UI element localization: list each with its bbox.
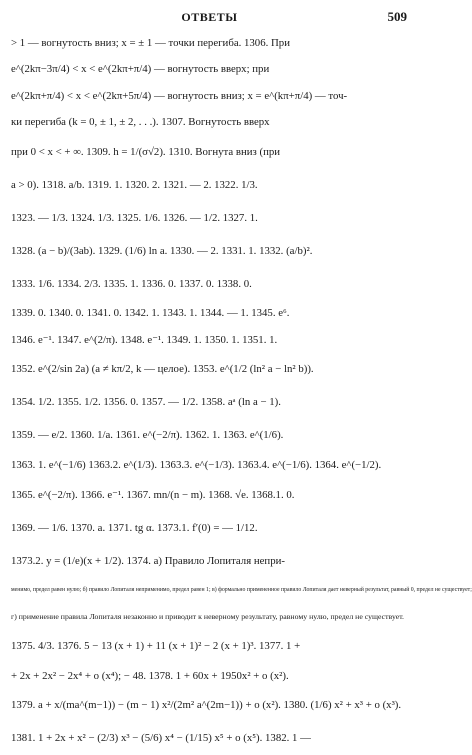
text-line: 1328. (a − b)/(3ab). 1329. (1/6) ln a. 1330. — 2. 1331. 1. 1332. (a/b)². (11, 244, 313, 257)
text-line: e^(2kπ−3π/4) < x < e^(2kπ+π/4) — вогнутость вверх; при (11, 63, 270, 76)
text-line: 1352. e^(2/sin 2a) (a ≠ kπ/2, k — целое). 1353. e^(1/2 (ln² a − ln² b)). (11, 363, 314, 376)
text-line: ки перегиба (k = 0, ± 1, ± 2, . . .). 1307. Вогнутость вверх (11, 116, 270, 129)
text-line: > 1 — вогнутость вниз; x = ± 1 — точки перегиба. 1306. При (11, 37, 290, 50)
text-line: 1381. 1 + 2x + x² − (2/3) x³ − (5/6) x⁴ − (1/15) x⁵ + o (x⁵). 1382. 1 — (11, 732, 311, 745)
text-line: менимо, предел равен нулю; б) правило Лопиталя неприменимо, предел равен 1; в) формально примененное правило Лопиталя дает неверный результат, равный 0, предел не существует; (11, 587, 472, 594)
text-line: 1346. e⁻¹. 1347. e^(2/π). 1348. e⁻¹. 1349. 1. 1350. 1. 1351. 1. (11, 334, 278, 347)
text-line: при 0 < x < + ∞. 1309. h = 1/(σ√2). 1310. Вогнута вниз (при (11, 145, 281, 158)
running-title: ОТВЕТЫ (181, 10, 238, 24)
text-line: a > 0). 1318. a/b. 1319. 1. 1320. 2. 1321. — 2. 1322. 1/3. (11, 178, 258, 191)
text-line: 1354. 1/2. 1355. 1/2. 1356. 0. 1357. — 1/2. 1358. aᵃ (ln a − 1). (11, 396, 281, 409)
text-line: 1369. — 1/6. 1370. a. 1371. tg α. 1373.1. f′(0) = — 1/12. (11, 521, 258, 534)
text-line: 1333. 1/6. 1334. 2/3. 1335. 1. 1336. 0. 1337. 0. 1338. 0. (11, 277, 252, 290)
text-line: 1375. 4/3. 1376. 5 − 13 (x + 1) + 11 (x + 1)² − 2 (x + 1)³. 1377. 1 + (11, 640, 301, 653)
text-line: 1365. e^(−2/π). 1366. e⁻¹. 1367. mn/(n − m). 1368. √e. 1368.1. 0. (11, 489, 295, 502)
text-line: 1373.2. y = (1/e)(x + 1/2). 1374. а) Правило Лопиталя непри- (11, 554, 285, 567)
page-header (0, 0, 419, 30)
text-line: + 2x + 2x² − 2x⁴ + o (x⁴); − 48. 1378. 1 + 60x + 1950x² + o (x²). (11, 669, 289, 682)
page-number: 509 (387, 9, 407, 24)
text-line: e^(2kπ+π/4) < x < e^(2kπ+5π/4) — вогнутость вниз; x = e^(kπ+π/4) — точ- (11, 89, 348, 102)
text-line: 1363. 1. e^(−1/6) 1363.2. e^(1/3). 1363.3. e^(−1/3). 1363.4. e^(−1/6). 1364. e^(−1/2). (11, 458, 382, 471)
text-line: г) применение правила Лопиталя незаконно и приводит к неверному результату, равному нулю, предел не существует. (11, 612, 404, 622)
text-line: 1339. 0. 1340. 0. 1341. 0. 1342. 1. 1343. 1. 1344. — 1. 1345. e⁶. (11, 307, 290, 320)
text-line: 1379. a + x/(ma^(m−1)) − (m − 1) x²/(2m² a^(2m−1)) + o (x²). 1380. (1/6) x² + x³ + o (x³). (11, 699, 402, 712)
text-line: 1323. — 1/3. 1324. 1/3. 1325. 1/6. 1326. — 1/2. 1327. 1. (11, 211, 258, 224)
text-line: 1359. — e/2. 1360. 1/a. 1361. e^(−2/π). 1362. 1. 1363. e^(1/6). (11, 429, 284, 442)
answers-text (11, 30, 472, 745)
